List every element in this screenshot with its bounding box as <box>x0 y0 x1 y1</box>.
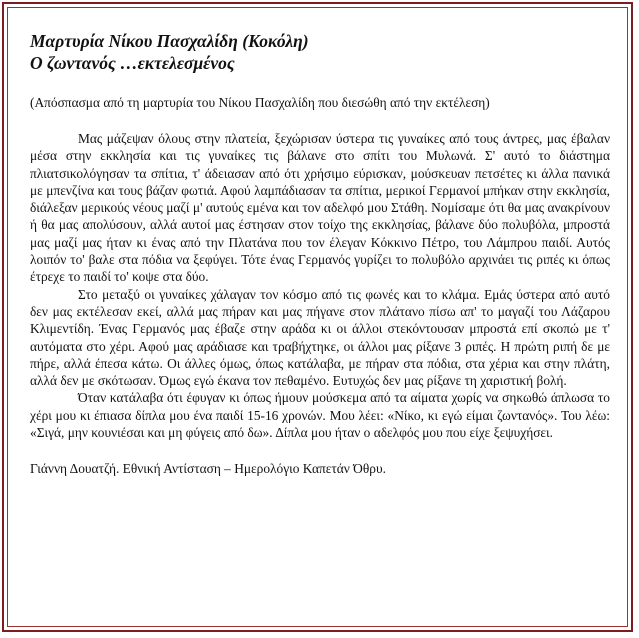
paragraph-3: Όταν κατάλαβα ότι έφυγαν κι όπως ήμουν μούσκεμα από τα αίματα χωρίς να σηκωθώ άπλωσα το χέρι μου κι έπιασα δίπλα μου ένα παιδί 15-16 χρονών. Μου λέει: «Νίκο, κι εγώ είμαι ζωντανός». Του λέω: «Σιγά, μην κουνιέσαι και μη φύγεις από δω». Δίπλα μου ήταν ο αδελφός μου που είχε ξεψυχήσει. <box>30 390 610 441</box>
paragraph-2: Στο μεταξύ οι γυναίκες χάλαγαν τον κόσμο από τις φωνές και το κλάμα. Εμάς ύστερα από αυτό δεν μας εκτέλεσαν εκεί, αλλά μας πήραν και μας πήγανε στον πλάτανο πίσω απ' το μαγαζί του Λάζαρου Κλιμεντίδη. Ένας Γερμανός μας έβαζε στην αράδα κι οι άλλοι στεκόντουσαν μπροστά επί σκοπώ με τ' αυτόματα στο χέρι. Αφού μας αράδιασε και τραβήχτηκε, οι άλλοι μας ρίξανε 3 ριπές. Η πρώτη ριπή δε με πήρε, αλλά έπεσα κάτω. Οι άλλες όμως, όπως κατάλαβα, με πήραν στα πόδια, στα χέρια και στην πλάτη, αλλά δεν με σκότωσαν. Όμως εγώ έκανα τον πεθαμένο. Ευτυχώς δεν μας ρίξανε τη χαριστική βολή. <box>30 286 610 389</box>
source-citation: Γιάννη Δουατζή. Εθνική Αντίσταση – Ημερολόγιο Καπετάν Όθρυ. <box>30 461 386 477</box>
title-line-1: Μαρτυρία Νίκου Πασχαλίδη (Κοκόλη) <box>30 31 309 51</box>
paragraph-1: Μας μάζεψαν όλους στην πλατεία, ξεχώρισαν ύστερα τις γυναίκες από τους άντρες, μας έβαλαν μέσα στην εκκλησία και τις γυναίκες τις βάλανε στο σπίτι του Μυλωνά. Σ' αυτό το διάστημα πλιατσικολόγησαν τα σπίτια, τ' άδειασαν από ότι χρήσιμο εύρισκαν, μούσκευαν πετσέτες κι άλλα πανικά με μπενζίνα και τους βάζαν φωτιά. Αφού λαμπάδιασαν τα σπίτια, μερικοί Γερμανοί μπήκαν στην εκκλησία, διάλεξαν μερικούς νέους μαζί μ' αυτούς εμένα και τον αδελφό μου Στάθη. Νομίσαμε ότι θα μας ανακρίνουν ή θα μας απολύσουν, αλλά αυτοί μας έστησαν στον τοίχο της εκκλησίας, βάλανε δύο πολυβόλα, μπροστά μας μαζί μας ήταν κι ένας από την Πλατάνα που τον έλεγαν Κόκκινο Πέτρο, του Λάμπρου παιδί. Αυτός λοιπόν το' βαλε στα πόδια να ξεφύγει. Τότε ένας Γερμανός γυρίζει το πολυβόλο αρχινάει τις ριπές κι όπως έτρεχε το παιδί το' κοψε στα δύο. <box>30 131 610 285</box>
document-title <box>30 30 610 74</box>
title-line-2: Ο ζωντανός …εκτελεσμένος <box>30 53 235 73</box>
document-body <box>30 30 610 477</box>
intro-note: (Απόσπασμα από τη μαρτυρία του Νίκου Πασχαλίδη που διεσώθη από την εκτέλεση) <box>30 95 490 110</box>
